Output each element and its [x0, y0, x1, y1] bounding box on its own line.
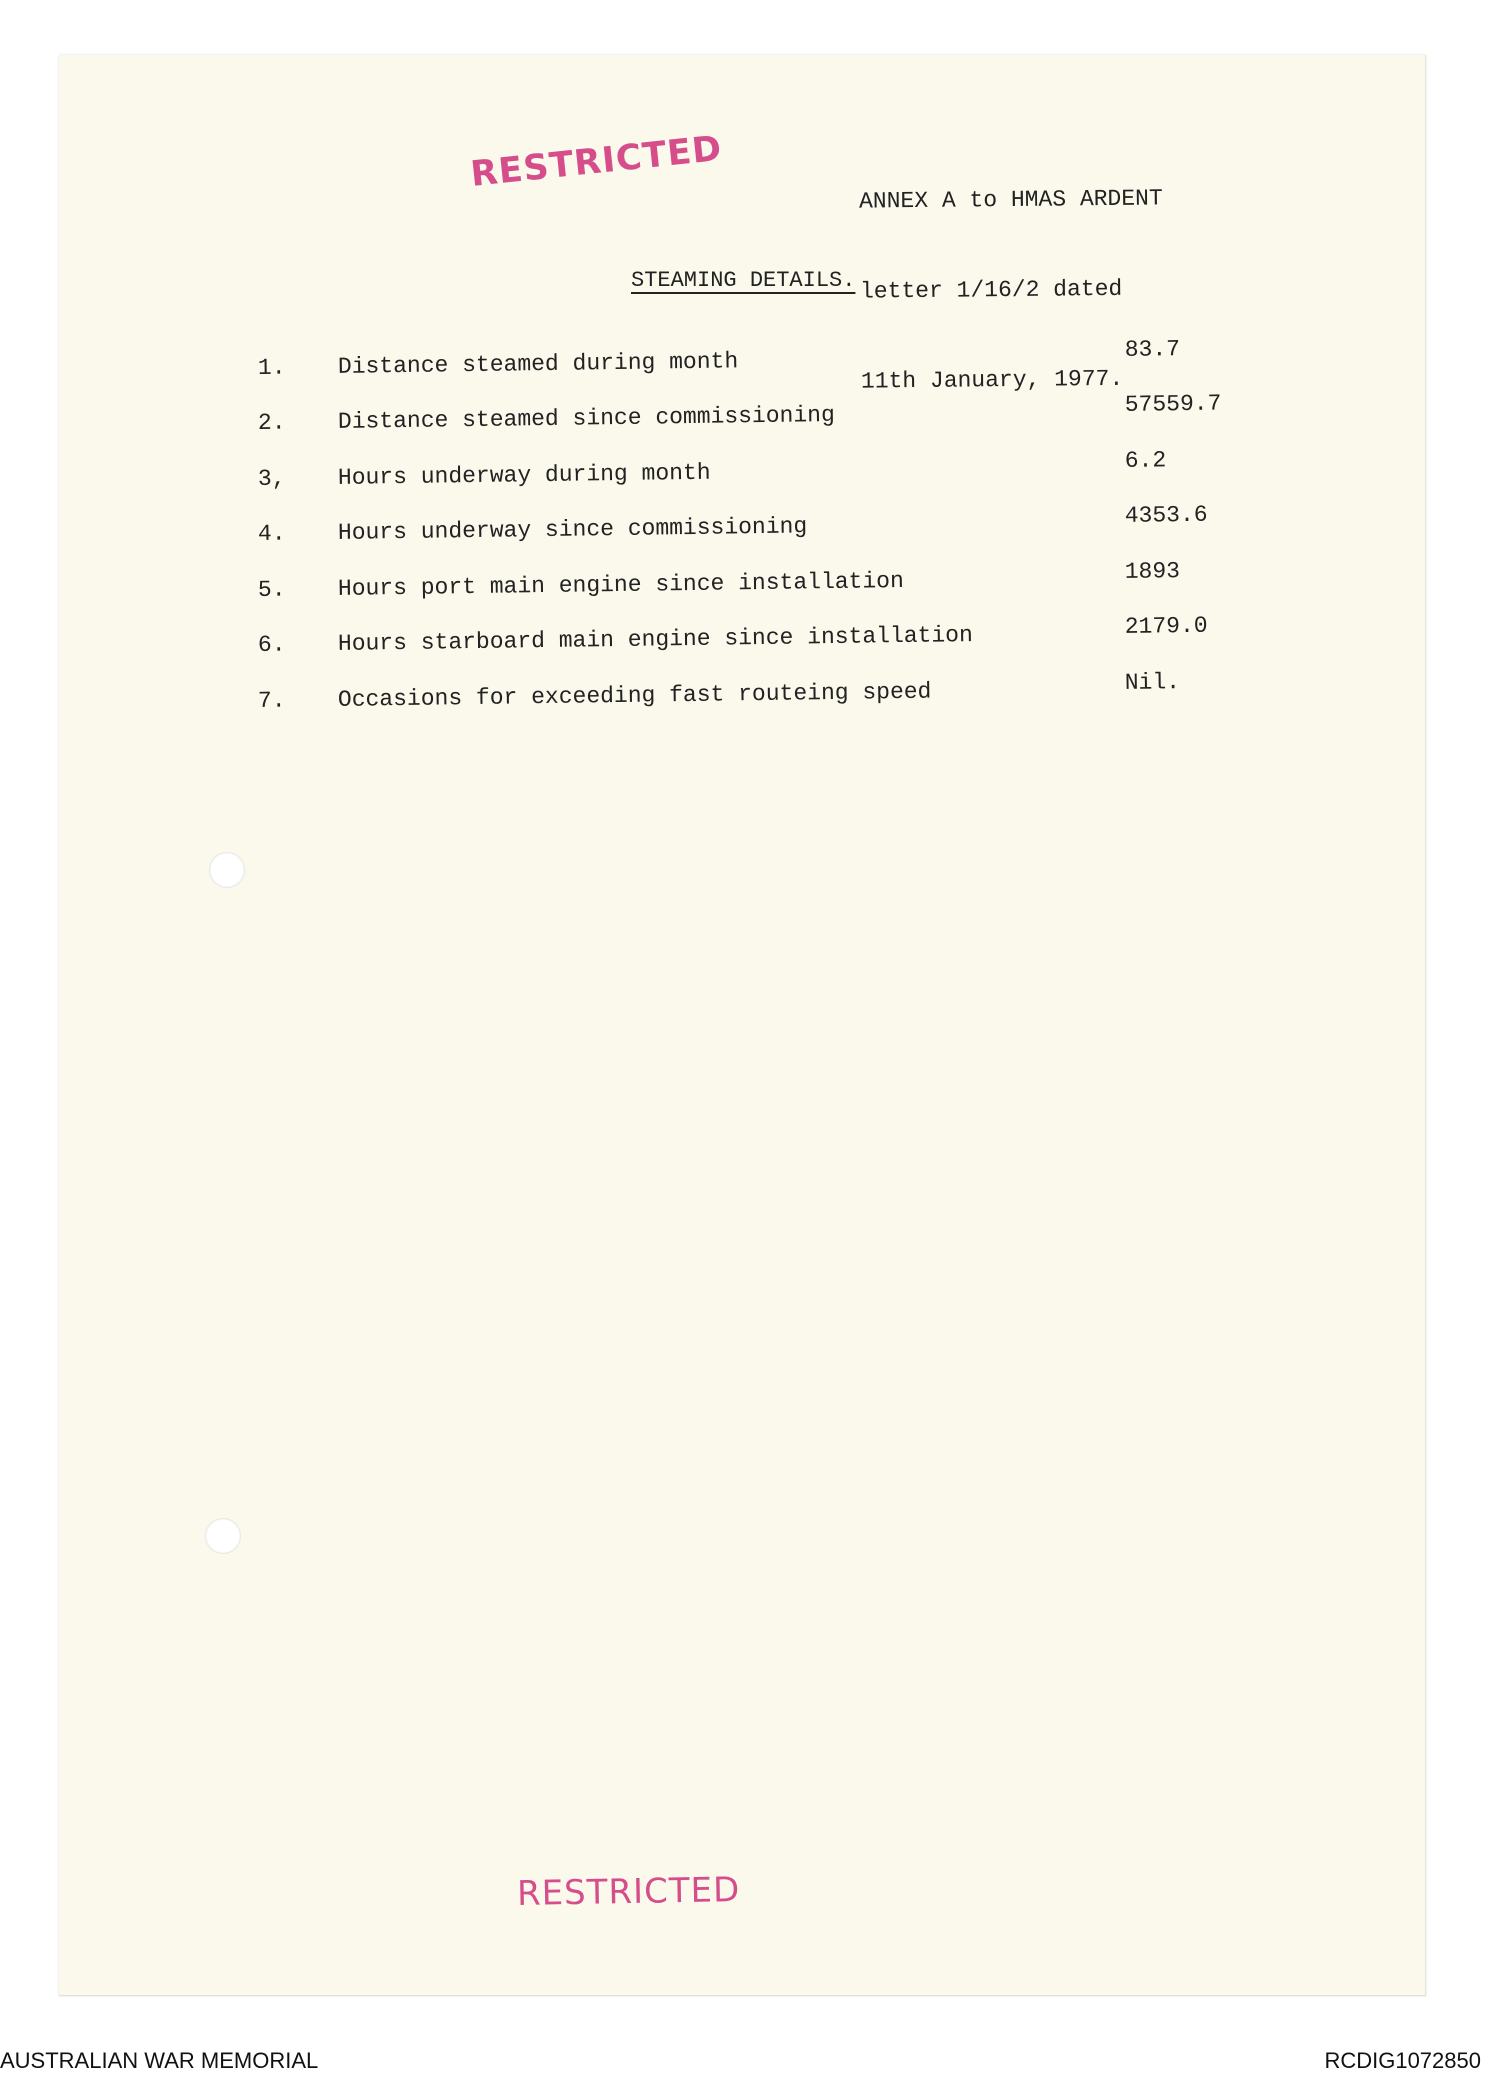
item-number: 4.: [257, 520, 286, 547]
item-label: Occasions for exceeding fast routeing speed: [337, 678, 932, 713]
item-value: 2179.0: [1124, 612, 1208, 640]
item-label: Distance steamed during month: [337, 348, 739, 380]
restricted-stamp-bottom: RESTRICTED: [516, 1870, 741, 1914]
list-item: [257, 447, 1308, 498]
item-number: 2.: [257, 409, 286, 436]
list-item: [257, 612, 1308, 664]
restricted-stamp-top: RESTRICTED: [468, 128, 725, 195]
item-value: 4353.6: [1124, 501, 1208, 529]
item-label: Hours starboard main engine since installation: [337, 622, 973, 657]
item-value: 83.7: [1124, 336, 1181, 363]
annex-line-1: ANNEX A to HMAS ARDENT: [858, 185, 1163, 215]
list-item: [257, 558, 1308, 609]
list-item: [257, 669, 1308, 720]
item-value: 1893: [1124, 558, 1181, 585]
annex-line-2: letter 1/16/2 dated: [859, 275, 1123, 305]
footer-institution: AUSTRALIAN WAR MEMORIAL: [0, 2048, 319, 2073]
item-number: 1.: [257, 354, 286, 381]
document-page: [59, 55, 1426, 1996]
item-number: 6.: [257, 631, 286, 658]
annex-line-3: 11th January, 1977.: [860, 365, 1124, 395]
footer-record-id: RCDIG1072850: [1324, 2048, 1481, 2073]
item-label: Hours underway since commissioning: [337, 513, 808, 546]
list-item: [257, 336, 1308, 387]
item-label: Hours port main engine since installation: [337, 567, 904, 602]
item-label: Distance steamed since commissioning: [337, 401, 835, 435]
item-number: 7.: [257, 687, 286, 714]
document-heading: STEAMING DETAILS.: [631, 268, 856, 293]
item-value: Nil.: [1124, 669, 1181, 696]
item-value: 6.2: [1124, 447, 1167, 474]
item-number: 3,: [257, 465, 286, 492]
steaming-details-list: [59, 55, 1425, 1995]
item-number: 5.: [257, 576, 286, 603]
item-value: 57559.7: [1124, 390, 1222, 418]
list-item: [257, 501, 1308, 553]
list-item: [257, 390, 1308, 442]
item-label: Hours underway during month: [337, 459, 711, 491]
